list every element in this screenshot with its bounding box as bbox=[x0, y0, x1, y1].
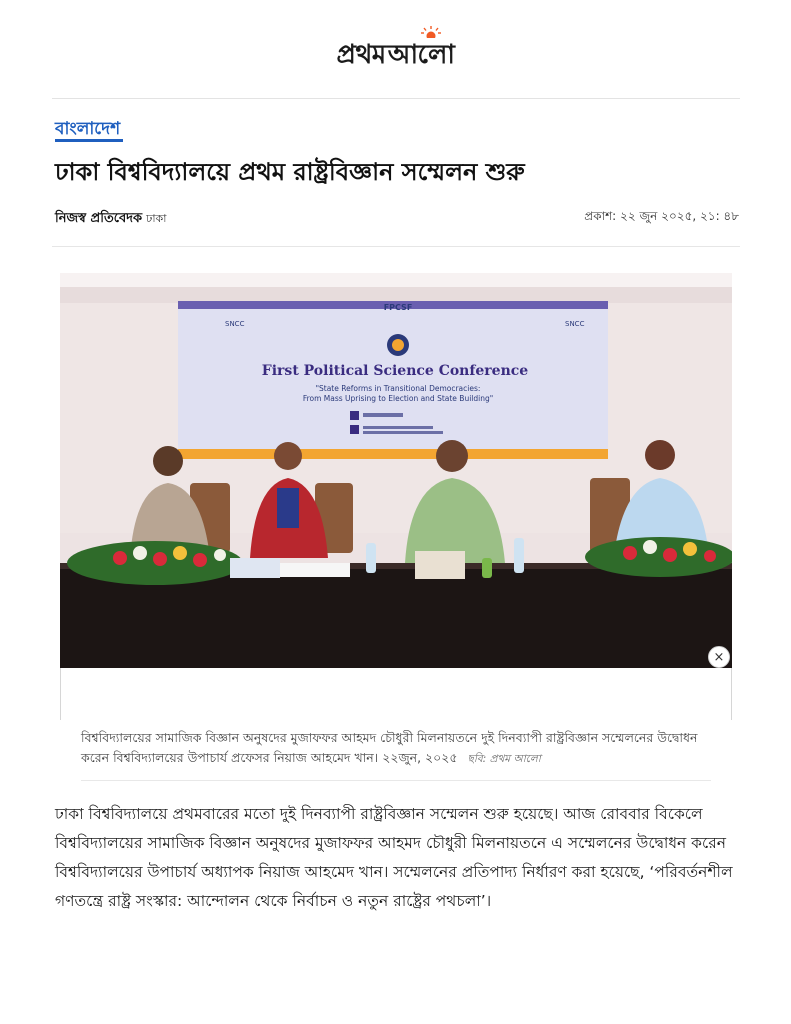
sun-icon bbox=[421, 26, 441, 38]
logo-text-part2: আলো bbox=[387, 40, 455, 70]
article-photo[interactable] bbox=[60, 273, 732, 668]
banner-top-logo: FPCSF bbox=[383, 303, 413, 312]
author-location: ঢাকা bbox=[146, 212, 167, 225]
meta-divider bbox=[52, 246, 740, 247]
article-body: ঢাকা বিশ্ববিদ্যালয়ে প্রথমবারের মতো দুই দিনব্যাপী রাষ্ট্রবিজ্ঞান সম্মেলন শুরু হয়েছে। আজ রোববার বিকেলে বিশ্ববিদ্যালয়ের সামাজিক বিজ্ঞান অনুষদের মুজাফফর আহমদ চৌধুরী মিলনায়তনে এ সম্মেলনের উদ্বোধন করেন বিশ্ববিদ্যালয়ের উপাচার্য অধ্যাপক নিয়াজ আহমেদ খান। সম্মেলনের প্রতিপাদ্য নির্ধারণ করা হয়েছে, ‘পরিবর্তনশীল গণতন্ত্রে রাষ্ট্র সংস্কার: আন্দোলন থেকে নির্বাচন ও নতুন রাষ্ট্রের পথচলা’। bbox=[55, 805, 733, 911]
banner-subtitle-2: From Mass Uprising to Election and State Building" bbox=[302, 394, 494, 403]
site-logo[interactable] bbox=[337, 34, 455, 78]
author-name[interactable]: নিজস্ব প্রতিবেদক bbox=[55, 211, 143, 226]
banner-subtitle-1: "State Reforms in Transitional Democracies: bbox=[315, 384, 481, 393]
logo-text-part1: প্রথম bbox=[336, 40, 386, 70]
banner-title: First Political Science Conference bbox=[261, 363, 529, 379]
close-ad-button[interactable]: × bbox=[708, 646, 730, 668]
photo-credit: ছবি: প্রথম আলো bbox=[467, 753, 541, 765]
caption-divider bbox=[81, 780, 711, 781]
photo-caption-text: বিশ্ববিদ্যালয়ের সামাজিক বিজ্ঞান অনুষদের মুজাফফর আহমদ চৌধুরী মিলনায়তনে দুই দিনব্যাপী রাষ্ট্রবিজ্ঞান সম্মেলনের উদ্বোধন করেন বিশ্ববিদ্যালয়ের উপাচার্য প্রফেসর নিয়াজ আহমেদ খান। ২২জুন, ২০২৫ bbox=[81, 730, 698, 765]
published-date: প্রকাশ: ২২ জুন ২০২৫, ২১: ৪৮ bbox=[584, 209, 739, 223]
section-link[interactable]: বাংলাদেশ bbox=[55, 119, 121, 139]
ad-slot bbox=[60, 668, 732, 720]
photo-caption bbox=[81, 728, 711, 768]
conference-photo-illustration bbox=[60, 273, 732, 668]
byline bbox=[55, 209, 166, 230]
section-underline bbox=[55, 139, 123, 142]
banner-logo-right: SNCC bbox=[565, 320, 585, 328]
site-header bbox=[0, 34, 791, 78]
header-divider bbox=[52, 98, 740, 99]
article-headline: ঢাকা বিশ্ববিদ্যালয়ে প্রথম রাষ্ট্রবিজ্ঞান সম্মেলন শুরু bbox=[55, 158, 525, 186]
banner-logo-left: SNCC bbox=[225, 320, 245, 328]
